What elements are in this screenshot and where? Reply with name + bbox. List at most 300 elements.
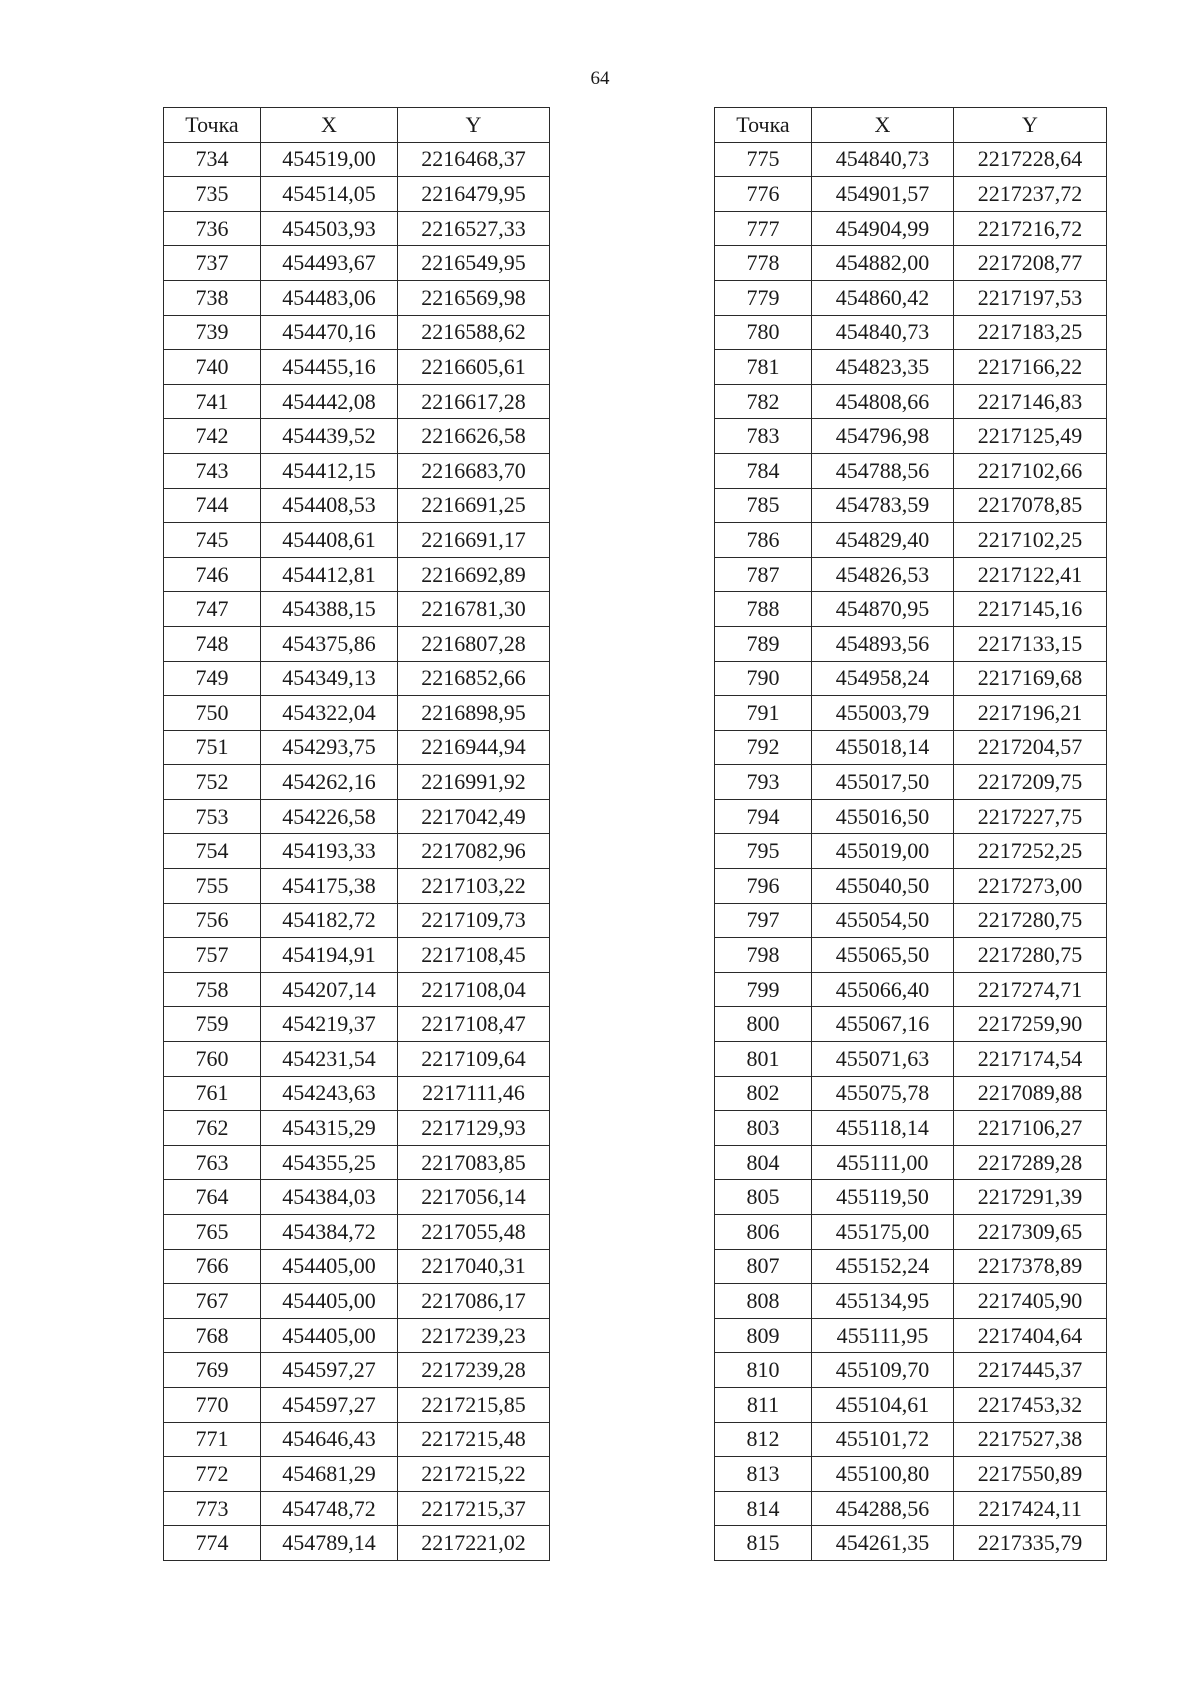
cell-x: 455175,00: [812, 1215, 954, 1250]
cell-point: 749: [164, 661, 261, 696]
cell-x: 455067,16: [812, 1007, 954, 1042]
table-row: [715, 1076, 1107, 1111]
cell-point: 764: [164, 1180, 261, 1215]
table-row: [164, 626, 550, 661]
table-row: [715, 246, 1107, 281]
table-row: [164, 1422, 550, 1457]
cell-point: 786: [715, 523, 812, 558]
cell-point: 788: [715, 592, 812, 627]
cell-y: 2216468,37: [398, 142, 550, 177]
table-row: [164, 453, 550, 488]
cell-y: 2217274,71: [954, 972, 1107, 1007]
coordinates-table-right: [714, 107, 1107, 1561]
page-number: 64: [590, 68, 610, 89]
cell-point: 813: [715, 1457, 812, 1492]
cell-y: 2217280,75: [954, 903, 1107, 938]
table-row: [164, 903, 550, 938]
cell-y: 2217108,47: [398, 1007, 550, 1042]
cell-point: 779: [715, 280, 812, 315]
cell-point: 780: [715, 315, 812, 350]
table-row: [164, 211, 550, 246]
cell-point: 737: [164, 246, 261, 281]
cell-y: 2217335,79: [954, 1526, 1107, 1561]
cell-y: 2217215,85: [398, 1387, 550, 1422]
table-row: [164, 696, 550, 731]
cell-point: 787: [715, 557, 812, 592]
table-row: [164, 350, 550, 385]
cell-x: 455100,80: [812, 1457, 954, 1492]
cell-x: 454375,86: [261, 626, 398, 661]
table-row: [164, 315, 550, 350]
cell-y: 2217259,90: [954, 1007, 1107, 1042]
cell-y: 2216852,66: [398, 661, 550, 696]
cell-y: 2216626,58: [398, 419, 550, 454]
cell-point: 809: [715, 1318, 812, 1353]
table-row: [715, 419, 1107, 454]
table-row: [715, 1353, 1107, 1388]
cell-x: 455111,00: [812, 1145, 954, 1180]
cell-x: 454405,00: [261, 1249, 398, 1284]
cell-x: 454646,43: [261, 1422, 398, 1457]
cell-point: 792: [715, 730, 812, 765]
cell-y: 2216588,62: [398, 315, 550, 350]
cell-y: 2217291,39: [954, 1180, 1107, 1215]
table-row: [715, 1387, 1107, 1422]
cell-y: 2216549,95: [398, 246, 550, 281]
cell-x: 455111,95: [812, 1318, 954, 1353]
cell-x: 454783,59: [812, 488, 954, 523]
cell-point: 739: [164, 315, 261, 350]
table-row: [715, 834, 1107, 869]
table-row: [715, 869, 1107, 904]
cell-point: 746: [164, 557, 261, 592]
table-row: [715, 315, 1107, 350]
cell-y: 2216692,89: [398, 557, 550, 592]
cell-y: 2217405,90: [954, 1284, 1107, 1319]
table-row: [715, 1042, 1107, 1077]
cell-point: 755: [164, 869, 261, 904]
cell-point: 799: [715, 972, 812, 1007]
cell-point: 782: [715, 384, 812, 419]
table-row: [715, 453, 1107, 488]
cell-point: 797: [715, 903, 812, 938]
cell-y: 2217239,23: [398, 1318, 550, 1353]
table-row: [715, 730, 1107, 765]
cell-point: 754: [164, 834, 261, 869]
cell-y: 2217197,53: [954, 280, 1107, 315]
cell-x: 455017,50: [812, 765, 954, 800]
cell-point: 794: [715, 799, 812, 834]
cell-point: 758: [164, 972, 261, 1007]
cell-x: 454808,66: [812, 384, 954, 419]
cell-point: 770: [164, 1387, 261, 1422]
cell-y: 2217083,85: [398, 1145, 550, 1180]
cell-point: 796: [715, 869, 812, 904]
cell-x: 454384,72: [261, 1215, 398, 1250]
cell-point: 768: [164, 1318, 261, 1353]
cell-point: 765: [164, 1215, 261, 1250]
table-row: [715, 972, 1107, 1007]
cell-point: 791: [715, 696, 812, 731]
cell-x: 455071,63: [812, 1042, 954, 1077]
cell-x: 454408,53: [261, 488, 398, 523]
cell-y: 2217174,54: [954, 1042, 1107, 1077]
cell-x: 455003,79: [812, 696, 954, 731]
cell-y: 2216991,92: [398, 765, 550, 800]
table-row: [164, 280, 550, 315]
table-header-row: [164, 108, 550, 143]
cell-x: 454388,15: [261, 592, 398, 627]
table-row: [715, 1215, 1107, 1250]
cell-x: 454349,13: [261, 661, 398, 696]
cell-y: 2217102,25: [954, 523, 1107, 558]
cell-y: 2217089,88: [954, 1076, 1107, 1111]
cell-point: 743: [164, 453, 261, 488]
cell-point: 748: [164, 626, 261, 661]
cell-x: 454829,40: [812, 523, 954, 558]
cell-point: 756: [164, 903, 261, 938]
cell-y: 2217453,32: [954, 1387, 1107, 1422]
cell-x: 454748,72: [261, 1491, 398, 1526]
cell-y: 2217183,25: [954, 315, 1107, 350]
column-header-x: X: [812, 108, 954, 143]
cell-x: 455018,14: [812, 730, 954, 765]
cell-x: 454412,81: [261, 557, 398, 592]
cell-x: 454262,16: [261, 765, 398, 800]
cell-y: 2217215,48: [398, 1422, 550, 1457]
cell-point: 814: [715, 1491, 812, 1526]
column-header-y: Y: [398, 108, 550, 143]
cell-x: 454840,73: [812, 142, 954, 177]
table-body: [715, 142, 1107, 1560]
cell-point: 766: [164, 1249, 261, 1284]
cell-y: 2217042,49: [398, 799, 550, 834]
table-row: [164, 1457, 550, 1492]
cell-x: 454796,98: [812, 419, 954, 454]
table-row: [164, 592, 550, 627]
cell-point: 735: [164, 177, 261, 212]
cell-x: 454597,27: [261, 1353, 398, 1388]
cell-y: 2217082,96: [398, 834, 550, 869]
table-row: [164, 1491, 550, 1526]
cell-y: 2217040,31: [398, 1249, 550, 1284]
cell-point: 806: [715, 1215, 812, 1250]
cell-x: 454882,00: [812, 246, 954, 281]
table-row: [164, 523, 550, 558]
cell-y: 2217252,25: [954, 834, 1107, 869]
cell-x: 455019,00: [812, 834, 954, 869]
cell-x: 454597,27: [261, 1387, 398, 1422]
table-row: [164, 765, 550, 800]
cell-y: 2217209,75: [954, 765, 1107, 800]
table-row: [715, 142, 1107, 177]
cell-point: 769: [164, 1353, 261, 1388]
table-row: [164, 384, 550, 419]
cell-x: 454226,58: [261, 799, 398, 834]
cell-point: 805: [715, 1180, 812, 1215]
cell-x: 454958,24: [812, 661, 954, 696]
cell-y: 2217111,46: [398, 1076, 550, 1111]
table-row: [164, 1526, 550, 1561]
cell-y: 2217204,57: [954, 730, 1107, 765]
table-row: [164, 1387, 550, 1422]
cell-x: 454483,06: [261, 280, 398, 315]
cell-point: 808: [715, 1284, 812, 1319]
cell-point: 776: [715, 177, 812, 212]
table-row: [164, 1353, 550, 1388]
cell-x: 455109,70: [812, 1353, 954, 1388]
cell-y: 2217424,11: [954, 1491, 1107, 1526]
cell-y: 2217102,66: [954, 453, 1107, 488]
cell-y: 2216527,33: [398, 211, 550, 246]
cell-y: 2217378,89: [954, 1249, 1107, 1284]
cell-point: 810: [715, 1353, 812, 1388]
cell-y: 2217237,72: [954, 177, 1107, 212]
cell-point: 763: [164, 1145, 261, 1180]
cell-x: 455104,61: [812, 1387, 954, 1422]
cell-y: 2217273,00: [954, 869, 1107, 904]
cell-x: 455152,24: [812, 1249, 954, 1284]
cell-x: 455066,40: [812, 972, 954, 1007]
cell-point: 800: [715, 1007, 812, 1042]
cell-x: 454455,16: [261, 350, 398, 385]
table-row: [715, 350, 1107, 385]
cell-point: 777: [715, 211, 812, 246]
cell-y: 2217221,02: [398, 1526, 550, 1561]
cell-y: 2217309,65: [954, 1215, 1107, 1250]
cell-x: 454355,25: [261, 1145, 398, 1180]
cell-y: 2217228,64: [954, 142, 1107, 177]
cell-point: 762: [164, 1111, 261, 1146]
cell-y: 2217122,41: [954, 557, 1107, 592]
cell-point: 804: [715, 1145, 812, 1180]
cell-x: 454261,35: [812, 1526, 954, 1561]
cell-y: 2217146,83: [954, 384, 1107, 419]
cell-y: 2217055,48: [398, 1215, 550, 1250]
cell-y: 2217133,15: [954, 626, 1107, 661]
table-row: [715, 1111, 1107, 1146]
cell-x: 455118,14: [812, 1111, 954, 1146]
table-row: [715, 488, 1107, 523]
cell-y: 2217106,27: [954, 1111, 1107, 1146]
cell-point: 771: [164, 1422, 261, 1457]
cell-x: 454193,33: [261, 834, 398, 869]
cell-x: 454293,75: [261, 730, 398, 765]
cell-x: 454519,00: [261, 142, 398, 177]
cell-point: 752: [164, 765, 261, 800]
cell-point: 760: [164, 1042, 261, 1077]
table-row: [164, 142, 550, 177]
cell-y: 2217166,22: [954, 350, 1107, 385]
cell-x: 454322,04: [261, 696, 398, 731]
cell-y: 2216691,17: [398, 523, 550, 558]
cell-point: 750: [164, 696, 261, 731]
cell-y: 2217056,14: [398, 1180, 550, 1215]
cell-x: 454870,95: [812, 592, 954, 627]
table-row: [715, 799, 1107, 834]
table-header-row: [715, 108, 1107, 143]
cell-x: 454207,14: [261, 972, 398, 1007]
cell-y: 2217109,73: [398, 903, 550, 938]
cell-point: 783: [715, 419, 812, 454]
table-row: [715, 280, 1107, 315]
table-row: [715, 696, 1107, 731]
cell-point: 745: [164, 523, 261, 558]
cell-y: 2217215,37: [398, 1491, 550, 1526]
table-row: [164, 177, 550, 212]
table-row: [164, 1284, 550, 1319]
table-row: [164, 1007, 550, 1042]
table-row: [715, 1491, 1107, 1526]
table-row: [715, 765, 1107, 800]
table-row: [164, 869, 550, 904]
cell-point: 789: [715, 626, 812, 661]
cell-point: 798: [715, 938, 812, 973]
cell-y: 2216683,70: [398, 453, 550, 488]
cell-y: 2217227,75: [954, 799, 1107, 834]
cell-x: 454288,56: [812, 1491, 954, 1526]
cell-x: 454470,16: [261, 315, 398, 350]
cell-point: 812: [715, 1422, 812, 1457]
cell-x: 454514,05: [261, 177, 398, 212]
cell-x: 455101,72: [812, 1422, 954, 1457]
cell-point: 778: [715, 246, 812, 281]
table-row: [164, 246, 550, 281]
cell-point: 795: [715, 834, 812, 869]
cell-x: 454405,00: [261, 1318, 398, 1353]
cell-y: 2217404,64: [954, 1318, 1107, 1353]
table-row: [164, 1042, 550, 1077]
column-header-point: Точка: [164, 108, 261, 143]
table-body: [164, 142, 550, 1560]
cell-y: 2217129,93: [398, 1111, 550, 1146]
cell-y: 2216479,95: [398, 177, 550, 212]
column-header-x: X: [261, 108, 398, 143]
cell-point: 803: [715, 1111, 812, 1146]
cell-y: 2216781,30: [398, 592, 550, 627]
cell-x: 454893,56: [812, 626, 954, 661]
table-row: [164, 972, 550, 1007]
column-header-point: Точка: [715, 108, 812, 143]
cell-point: 761: [164, 1076, 261, 1111]
table-row: [715, 1318, 1107, 1353]
cell-x: 454315,29: [261, 1111, 398, 1146]
cell-y: 2217280,75: [954, 938, 1107, 973]
cell-y: 2217145,16: [954, 592, 1107, 627]
cell-point: 774: [164, 1526, 261, 1561]
cell-x: 454219,37: [261, 1007, 398, 1042]
cell-x: 454860,42: [812, 280, 954, 315]
cell-y: 2217169,68: [954, 661, 1107, 696]
cell-point: 740: [164, 350, 261, 385]
cell-x: 454788,56: [812, 453, 954, 488]
cell-x: 455119,50: [812, 1180, 954, 1215]
cell-point: 744: [164, 488, 261, 523]
cell-x: 454826,53: [812, 557, 954, 592]
cell-point: 741: [164, 384, 261, 419]
table-row: [715, 1249, 1107, 1284]
cell-point: 793: [715, 765, 812, 800]
cell-point: 742: [164, 419, 261, 454]
cell-y: 2217108,45: [398, 938, 550, 973]
cell-point: 801: [715, 1042, 812, 1077]
cell-y: 2217445,37: [954, 1353, 1107, 1388]
cell-x: 454405,00: [261, 1284, 398, 1319]
cell-x: 454175,38: [261, 869, 398, 904]
cell-x: 455075,78: [812, 1076, 954, 1111]
cell-x: 454384,03: [261, 1180, 398, 1215]
cell-y: 2217289,28: [954, 1145, 1107, 1180]
cell-x: 454681,29: [261, 1457, 398, 1492]
table-row: [164, 834, 550, 869]
table-row: [164, 1318, 550, 1353]
table-row: [715, 523, 1107, 558]
table-row: [164, 1249, 550, 1284]
cell-point: 781: [715, 350, 812, 385]
cell-x: 454823,35: [812, 350, 954, 385]
cell-x: 454408,61: [261, 523, 398, 558]
cell-y: 2217550,89: [954, 1457, 1107, 1492]
cell-y: 2217239,28: [398, 1353, 550, 1388]
table-row: [164, 1076, 550, 1111]
table-row: [164, 557, 550, 592]
cell-x: 454412,15: [261, 453, 398, 488]
table-row: [715, 1145, 1107, 1180]
table-row: [715, 1007, 1107, 1042]
cell-point: 734: [164, 142, 261, 177]
cell-point: 785: [715, 488, 812, 523]
cell-x: 454493,67: [261, 246, 398, 281]
cell-x: 455054,50: [812, 903, 954, 938]
table-row: [715, 1526, 1107, 1561]
cell-y: 2217078,85: [954, 488, 1107, 523]
cell-point: 751: [164, 730, 261, 765]
table-row: [715, 1284, 1107, 1319]
cell-x: 454182,72: [261, 903, 398, 938]
table-row: [715, 661, 1107, 696]
cell-x: 455065,50: [812, 938, 954, 973]
table-row: [164, 661, 550, 696]
table-row: [164, 488, 550, 523]
table-row: [715, 626, 1107, 661]
cell-x: 454904,99: [812, 211, 954, 246]
table-row: [715, 903, 1107, 938]
cell-point: 773: [164, 1491, 261, 1526]
cell-point: 811: [715, 1387, 812, 1422]
cell-y: 2217086,17: [398, 1284, 550, 1319]
cell-x: 454840,73: [812, 315, 954, 350]
cell-y: 2217108,04: [398, 972, 550, 1007]
cell-x: 454901,57: [812, 177, 954, 212]
cell-point: 759: [164, 1007, 261, 1042]
cell-y: 2217103,22: [398, 869, 550, 904]
cell-y: 2216944,94: [398, 730, 550, 765]
cell-x: 455134,95: [812, 1284, 954, 1319]
cell-y: 2216691,25: [398, 488, 550, 523]
table-row: [164, 1145, 550, 1180]
cell-point: 757: [164, 938, 261, 973]
table-row: [715, 384, 1107, 419]
table-row: [164, 419, 550, 454]
cell-x: 455040,50: [812, 869, 954, 904]
cell-x: 454194,91: [261, 938, 398, 973]
cell-point: 790: [715, 661, 812, 696]
table-row: [715, 1422, 1107, 1457]
cell-x: 455016,50: [812, 799, 954, 834]
cell-x: 454231,54: [261, 1042, 398, 1077]
table-row: [164, 799, 550, 834]
table-row: [715, 177, 1107, 212]
